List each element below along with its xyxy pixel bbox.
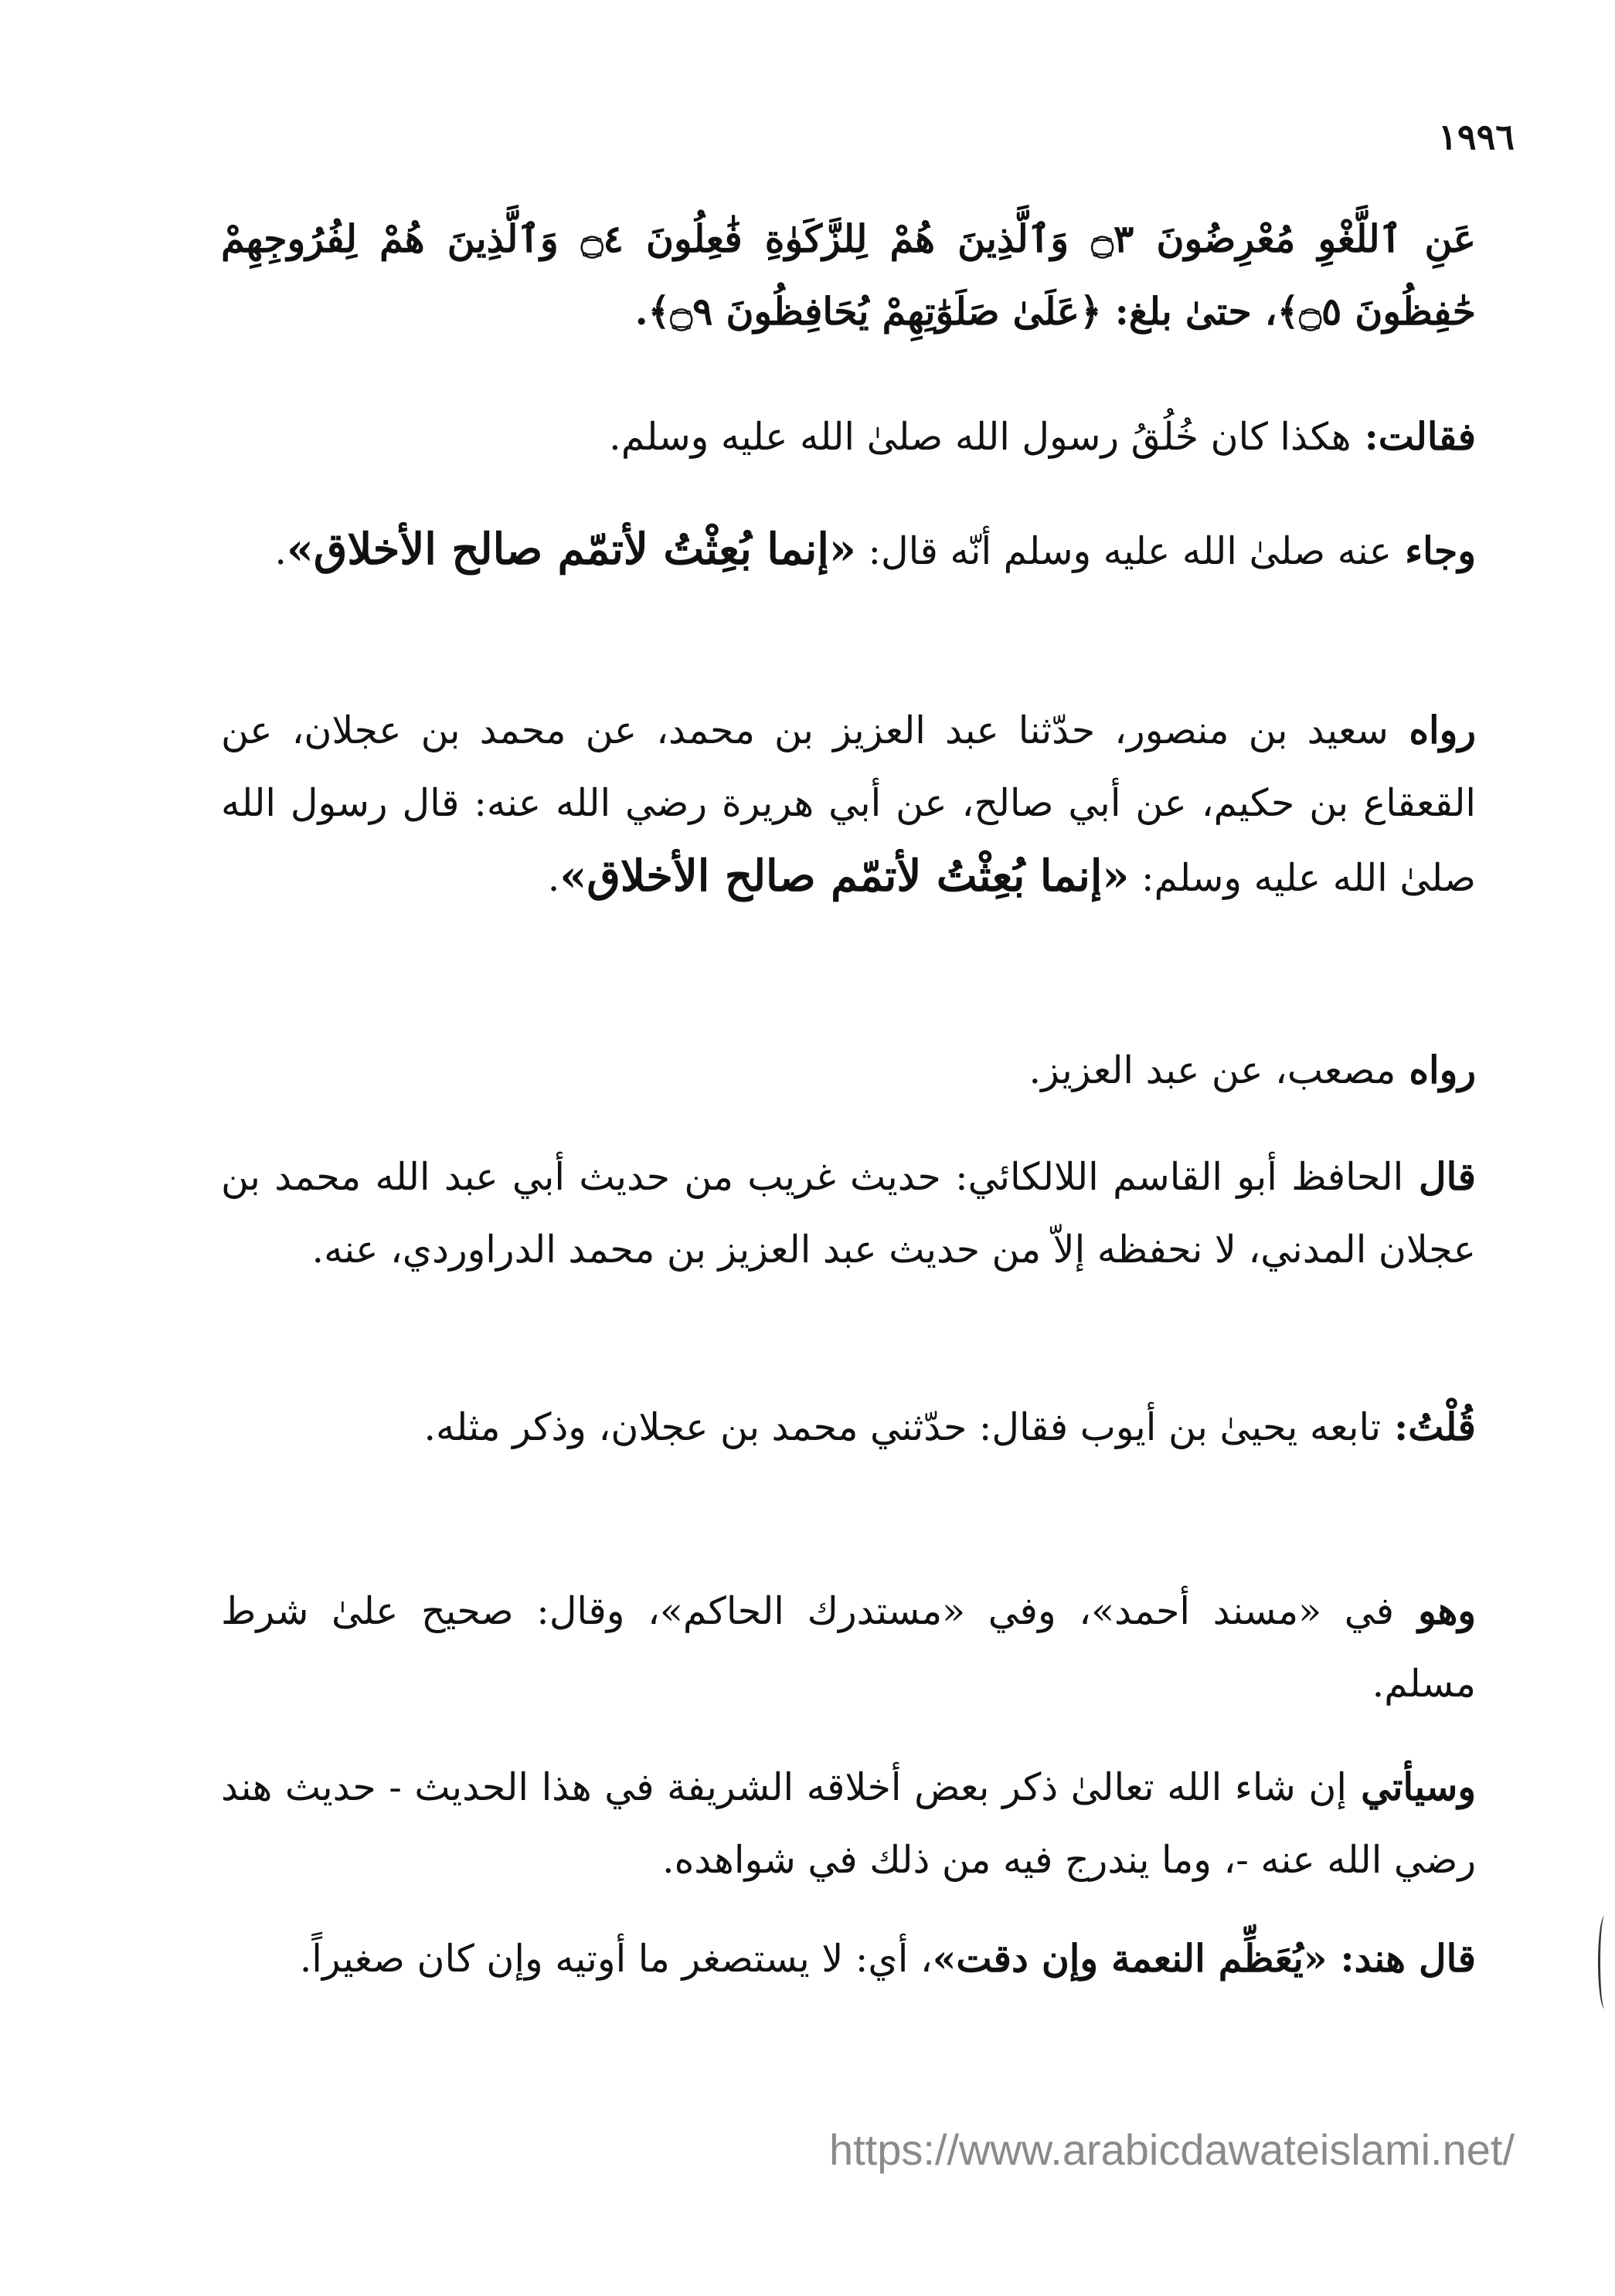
paragraph-9 [221, 1922, 1476, 1995]
paragraph-lead: فقالت: [1351, 414, 1476, 459]
paragraph-text: . [547, 856, 560, 900]
paragraph-text: في «مسند أحمد»، وفي «مستدرك الحاكم»، وقال: صحيح علىٰ شرط مسلم. [221, 1589, 1476, 1706]
paragraph-text: إن شاء الله تعالىٰ ذكر بعض أخلاقه الشريفة في هذا الحديث - حديث هند رضي الله عنه -، وما يندرج فيه من ذلك في شواهده. [221, 1765, 1476, 1882]
paragraph-4 [221, 1034, 1476, 1107]
quran-verse-line-2: حَٰفِظُونَ ۝٥﴾، حتىٰ بلغ: ﴿عَلَىٰ صَلَوَٰتِهِمْ يُحَافِظُونَ ۝٩﴾. [634, 289, 1476, 334]
paragraph-text: تابعه يحيىٰ بن أيوب فقال: حدّثني محمد بن عجلان، وذكر مثله. [423, 1405, 1382, 1449]
paragraph-lead: قال هند: [1327, 1936, 1476, 1981]
paragraph-lead: رواه [1396, 1048, 1476, 1092]
paragraph-1 [221, 400, 1476, 474]
paragraph-text: ، أي: لا يستصغر ما أوتيه وإن كان صغيراً. [299, 1937, 933, 1981]
paragraph-7 [221, 1574, 1476, 1720]
paragraph-lead: قال [1403, 1154, 1476, 1199]
hadith-quote: «إنما بُعِثْتُ لأتمّم صالح الأخلاق» [286, 524, 856, 575]
paragraph-5 [221, 1140, 1476, 1286]
paragraph-2 [221, 513, 1476, 588]
paragraph-8 [221, 1751, 1476, 1897]
paragraph-text: عنه صلىٰ الله عليه وسلم أنّه قال: [855, 529, 1392, 573]
paragraph-lead: قُلْتُ: [1381, 1404, 1476, 1449]
paragraph-lead: وسيأتي [1347, 1764, 1476, 1809]
paragraph-text: مصعب، عن عبد العزيز. [1028, 1048, 1396, 1092]
paragraph-text: . [274, 529, 287, 573]
hadith-quote: «يُعَظِّم النعمة وإن دقت» [932, 1936, 1328, 1981]
paragraph-lead: وهو [1394, 1588, 1476, 1633]
paragraph-lead: رواه [1388, 708, 1476, 752]
paragraph-3 [221, 694, 1476, 915]
paragraph-6 [221, 1391, 1476, 1464]
page-number: ١٩٩٦ [1438, 116, 1515, 158]
margin-mark [1598, 1916, 1611, 2009]
paragraph-text: الحافظ أبو القاسم اللالكائي: حديث غريب من حديث أبي عبد الله محمد بن عجلان المدني، لا نحفظه إلاّ من حديث عبد العزيز بن محمد الدراوردي، عنه. [221, 1155, 1476, 1272]
paragraph-lead: وجاء [1392, 528, 1476, 573]
watermark-url: https://www.arabicdawateislami.net/ [828, 2125, 1515, 2174]
paragraph-text: هكذا كان خُلُقُ رسول الله صلىٰ الله عليه وسلم. [609, 415, 1352, 459]
paragraph-text: سعيد بن منصور، حدّثنا عبد العزيز بن محمد، عن محمد بن عجلان، عن القعقاع بن حكيم، عن أبي صالح، عن أبي هريرة رضي الله عنه: قال رسول الله صلىٰ الله عليه وسلم: [221, 708, 1476, 900]
hadith-quote: «إنما بُعِثْتُ لأتمّم صالح الأخلاق» [559, 851, 1130, 902]
quran-verse-line-1: عَنِ ٱللَّغْوِ مُعْرِضُونَ ۝٣ وَٱلَّذِينَ هُمْ لِلزَّكَوٰةِ فَٰعِلُونَ ۝٤ وَٱلَّذِينَ هُمْ لِفُرُوجِهِمْ [221, 216, 1476, 261]
